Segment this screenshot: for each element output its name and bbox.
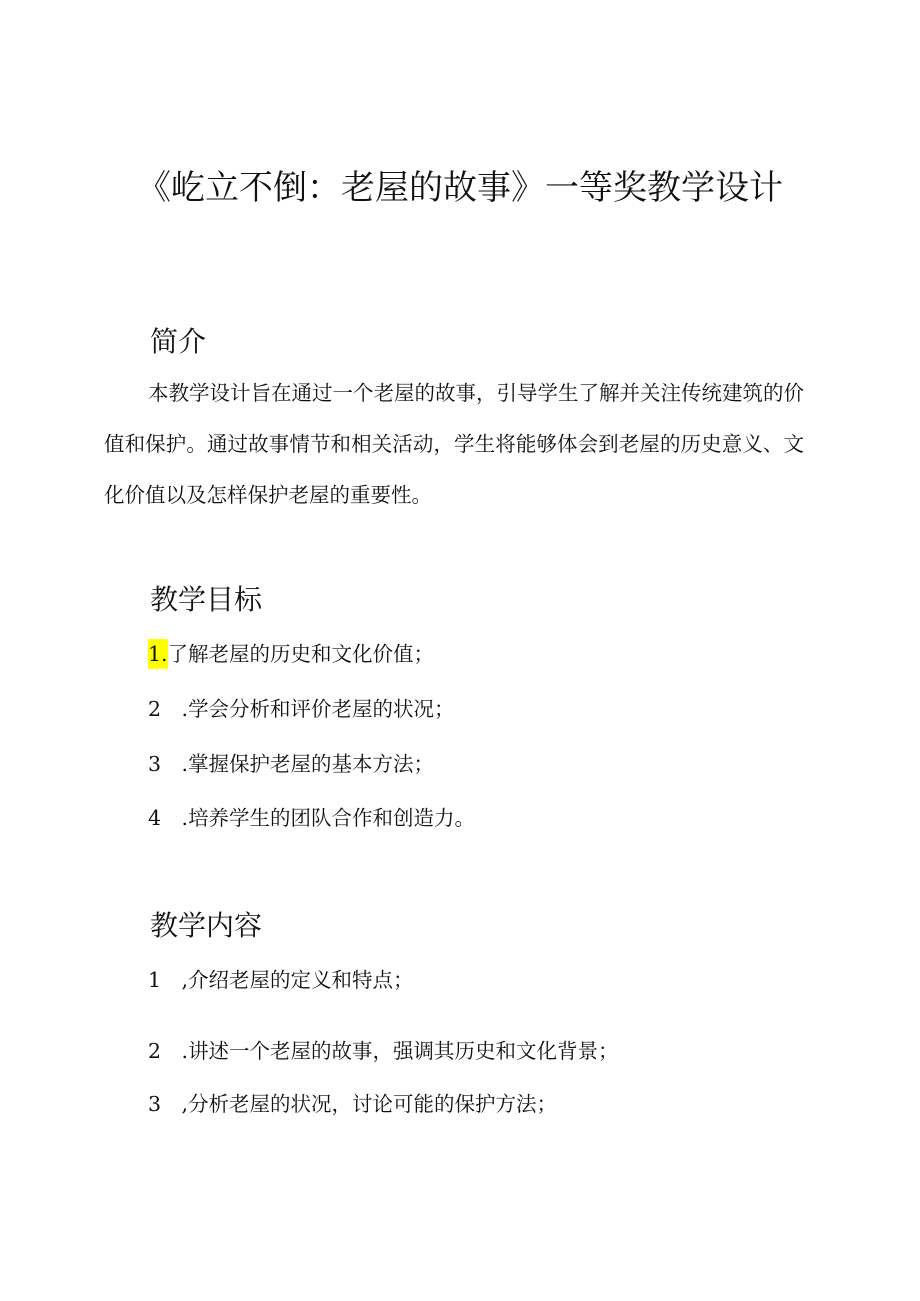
- objective-text: 了解老屋的历史和文化价值；: [167, 642, 435, 666]
- objective-number: 2 .: [148, 697, 189, 721]
- objective-item: [148, 694, 455, 724]
- section-heading-content: 教学内容: [150, 909, 263, 942]
- objective-item: [148, 639, 434, 669]
- objective-text: 培养学生的团队合作和创造力。: [188, 806, 476, 830]
- content-item: [148, 965, 414, 995]
- objective-text: 学会分析和评价老屋的状况；: [188, 697, 455, 721]
- content-text: 讲述一个老屋的故事，强调其历史和文化背景；: [188, 1039, 619, 1063]
- section-heading-objectives: 教学目标: [150, 583, 263, 616]
- objective-number: 1.: [148, 639, 168, 669]
- content-item: [148, 1089, 557, 1119]
- content-number: 3 ,: [148, 1092, 189, 1116]
- objective-number: 4 .: [148, 806, 189, 830]
- objective-item: [148, 803, 475, 833]
- section-heading-intro: 简介: [150, 325, 207, 358]
- intro-paragraph: 本教学设计旨在通过一个老屋的故事，引导学生了解并关注传统建筑的价值和保护。通过故事情节和相关活动，学生将能够体会到老屋的历史意义、文化价值以及怎样保护老屋的重要性。: [104, 381, 804, 507]
- content-item: [148, 1036, 619, 1066]
- objective-item: [148, 749, 434, 779]
- objective-text: 掌握保护老屋的基本方法；: [188, 752, 435, 776]
- content-text: 分析老屋的状况，讨论可能的保护方法；: [188, 1092, 558, 1116]
- content-text: 介绍老屋的定义和特点；: [188, 968, 414, 992]
- content-number: 1 ,: [148, 968, 189, 992]
- objective-number: 3 .: [148, 752, 189, 776]
- document-title: 《屹立不倒：老屋的故事》一等奖教学设计: [137, 168, 783, 208]
- content-number: 2 .: [148, 1039, 189, 1063]
